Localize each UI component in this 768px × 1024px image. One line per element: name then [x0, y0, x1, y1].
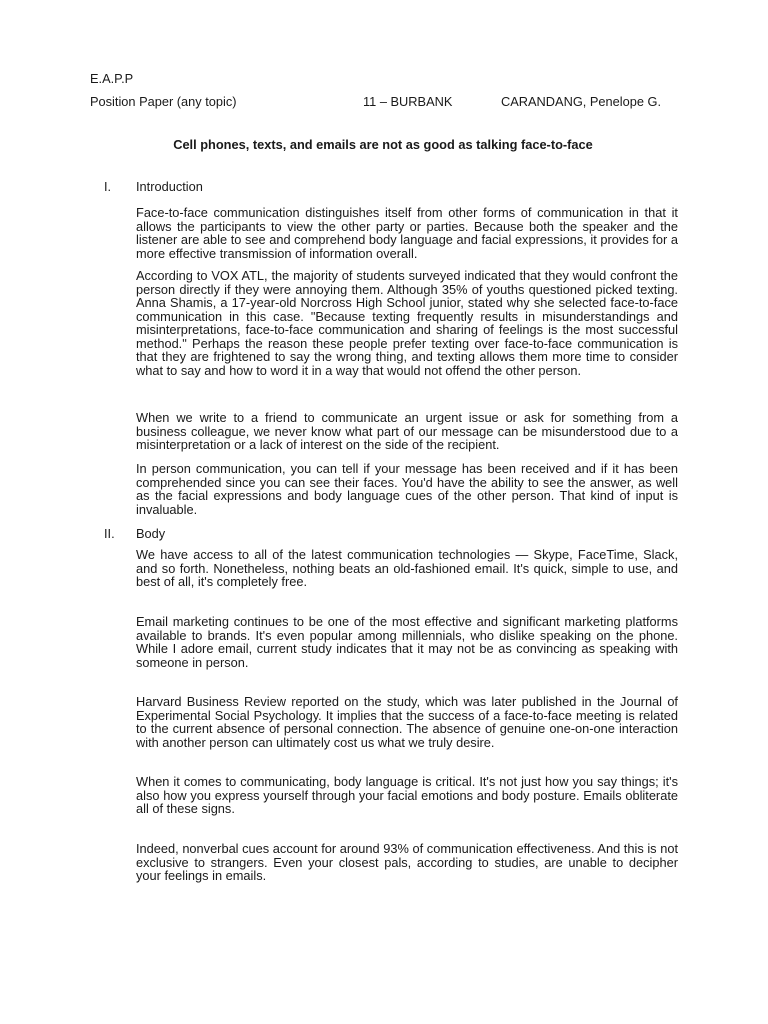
paragraph: Email marketing continues to be one of the most effective and significant marketing platforms available to brands. It's even popular among millennials, who dislike speaking on the phone. While I adore email, current study indicates that it may not be as convincing as speaking with someone in person.: [136, 614, 678, 670]
paragraph: We have access to all of the latest communication technologies — Skype, FaceTime, Slack, and so forth. Nonetheless, nothing beats an old-fashioned email. It's quick, simple to use, and best of all, it's completely free.: [136, 547, 678, 589]
paragraph: Harvard Business Review reported on the study, which was later published in the Journal of Experimental Social Psychology. It implies that the success of a face-to-face meeting is related to the current absence of personal connection. The absence of genuine one-on-one interaction with another person can ultimately cost us what we truly desire.: [136, 694, 678, 750]
course-code: E.A.P.P: [90, 71, 134, 86]
section-number: II.: [104, 526, 115, 541]
paragraph: According to VOX ATL, the majority of students surveyed indicated that they would confront the person directly if they were annoying them. Although 35% of youths questioned picked texting. Anna Shamis, a 17-year-old Norcross High School junior, stated why she selected face-to-face communication in this case. "Because texting frequently results in misunderstandings and misinterpretations, face-to-face communication and sharing of feelings is the most successful method." Perhaps the reason these people prefer texting over face-to-face communication is that they are frightened to say the wrong thing, and texting allows them more time to consider what to say and how to word it in a way that would not offend the other person.: [136, 268, 678, 378]
paper-title: Cell phones, texts, and emails are not as good as talking face-to-face: [173, 137, 593, 152]
section-heading: Body: [136, 526, 166, 541]
paragraph: Indeed, nonverbal cues account for around 93% of communication effectiveness. And this is not exclusive to strangers. Even your closest pals, according to studies, are unable to decipher your feelings in emails.: [136, 841, 678, 883]
paper-type: Position Paper (any topic): [90, 94, 237, 109]
section-number: I.: [104, 179, 112, 194]
paragraph: When it comes to communicating, body language is critical. It's not just how you say things; it's also how you express yourself through your facial emotions and body posture. Emails obliterate all of these signs.: [136, 774, 678, 816]
class-section: 11 – BURBANK: [363, 94, 453, 109]
section-heading: Introduction: [136, 179, 203, 194]
author-name: CARANDANG, Penelope G.: [501, 94, 662, 109]
paragraph: In person communication, you can tell if your message has been received and if it has been comprehended since you can see their faces. You'd have the ability to see the answer, as well as the facial expressions and body language cues of the other person. That kind of input is invaluable.: [136, 461, 678, 517]
paragraph: When we write to a friend to communicate an urgent issue or ask for something from a business colleague, we never know what part of our message can be misunderstood due to a misinterpretation or a lack of interest on the side of the recipient.: [136, 410, 678, 452]
paragraph: Face-to-face communication distinguishes itself from other forms of communication in that it allows the participants to view the other party or parties. Because both the speaker and the listener are able to see and comprehend body language and facial expressions, it provides for a more effective transmission of information overall.: [136, 205, 678, 261]
